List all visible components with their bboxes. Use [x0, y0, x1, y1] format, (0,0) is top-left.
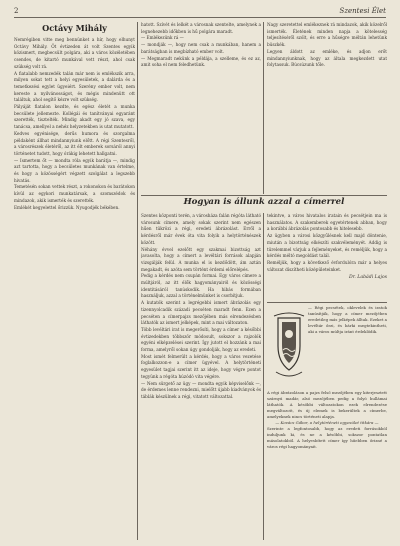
paragraph: A régi ábrázoláson a pajzs felső mezőjében egy kiterjesztett szárnyú madár, alsó mezőjében pedig a folyó hullámai láthatók. A későbbi változatokon ezek elrendezése megváltozott, és új elemek is bekerültek a címerbe, amelyeknek nincs történeti alapja.	[267, 390, 387, 419]
paragraph: — mondják —, hogy nem csak a munkában, hanem a barátságban is megbízható ember volt.	[141, 42, 261, 54]
article-coat-of-arms	[141, 196, 387, 210]
paragraph: Az ügyben a városi közgyűlésnek kell majd döntenie, miután a bizottság elkészíti szakvéleményét. Addig is türelemmel várjuk a fejleményeket, és reméljük, hogy a kérdés méltó megoldást talál.	[267, 233, 387, 259]
paragraph: Temetésén sokan vettek részt, a rokonokon és barátokon kívül az egykori munkatársak, a szomszédok és mindazok, akik ismerték és szerették.	[14, 184, 135, 203]
article-title: Octávy Mihály	[42, 23, 107, 33]
paragraph: Néhány évvel ezelőtt egy szakmai bizottság azt javasolta, hogy a címert a levéltári források alapján vizsgálják felül. A munka el is kezdődött, ám aztán megakadt, és azóta sem történt érdemi előrelépés.	[141, 246, 261, 272]
paragraph: Emlékét kegyelettel őrizzük. Nyugodjék békében.	[14, 204, 120, 210]
paragraph: — Nem sürgető az ügy — mondta egyik képviselőnk —, de érdemes lenne rendezni, mielőtt újabb kiadványok és táblák készülnek a régi, vitatott változattal.	[141, 380, 261, 399]
page-header	[14, 6, 386, 18]
article-column	[141, 213, 261, 540]
continued-column	[267, 22, 387, 194]
paragraph: Reméljük, hogy a következő évfordulóra már a helyes változat díszítheti középületeinket.	[267, 259, 387, 272]
paragraph: Szentes központi terén, a városháza falán régóta látható városunk címere, amely sokak szerint nem egészen hűen tükrözi a régi, eredeti ábrázolást. Erről a kérdésről már évek óta vita folyik a helytörténészek között.	[141, 213, 261, 245]
author-signature: Dr. Labádi Lajos	[349, 275, 387, 281]
paragraph: — Kovács Gábor, a helytörténeti egyesület titkára —	[275, 420, 379, 425]
paragraph: — Emlékezünk rá —	[141, 35, 184, 41]
page-number: 2	[14, 7, 19, 15]
sidebar-text	[308, 305, 387, 389]
paragraph: A kutatók szerint a legrégebbi ismert ábrázolás egy tizennyolcadik századi pecséten maradt fenn. Ezen a pecséten a címerpajzs mezőjében más elrendezésben láthatók az ismert jelképek, mint a mai változaton.	[141, 300, 261, 326]
paragraph: Pedig a kérdés nem csupán formai. Egy város címere a múltjáról, az itt élők hagyományairól és közösségi identitásáról tanúskodik. Ha hibás formában használjuk, azzal a történelmünket is csorbítjuk.	[141, 273, 261, 299]
column-divider	[263, 22, 264, 194]
paragraph: — Megmaradt nekünk a példája, a szelleme, és ez az, amit soha el nem feledhetünk.	[141, 55, 261, 68]
publication-name: Szentesi Élet	[339, 7, 386, 15]
article-column	[267, 213, 387, 301]
column-divider	[263, 213, 264, 540]
paragraph: Pályáját fiatalon kezdte, és egész életét a munka becsülete jellemezte. Kollégái és tanítványai egyaránt szerették, tisztelték. Mindig akadt egy jó szava, egy tanácsa, amellyel a nehéz helyzetekben is utat mutatott.	[14, 104, 135, 130]
article-obituary	[14, 22, 135, 540]
section-divider	[267, 302, 387, 303]
coat-of-arms-ornament-icon	[272, 312, 306, 382]
paragraph: Nagy szeretettel emlékeznek rá mindazok, akik közelről ismerték. Életének minden napja a kötelesség teljesítéséről szólt, és erre a hűségre méltán lehetünk büszkék.	[267, 22, 387, 48]
paragraph: Kedves egyénisége, derűs humora és szorgalma példaként állhat mindannyiunk előtt. A régi Szentesről, a városrészek életéről, az itt élt emberek sorsáról annyi történetet tudott, hogy órákig lehetett hallgatni.	[14, 130, 135, 156]
column-divider	[137, 22, 138, 540]
article-title: Hogyan is állunk azzal a címerrel	[183, 197, 345, 207]
paragraph: hatott. Szívét és lelkét a városnak szentelte, amelynek a legnehezebb időkben is hű polgára maradt.	[141, 22, 261, 34]
paragraph: Több levéltári irat is megerősíti, hogy a címer a későbbi évtizedekben többször módosult, sokszor a rajzolók egyéni elképzelései szerint. Így jutott el hozzánk a mai forma, amelyről sokan úgy gondolják, hogy az eredeti.	[141, 326, 261, 353]
paragraph: A fiatalabb nemzedék talán már nem is emlékszik arra, milyen sokat tett a helyi egyesületek, a dalárda és a temetkezési egylet ügyeiért. Szerény ember volt, nem kereste a nyilvánosságot, és mégis mindenütt ott találtuk, ahol segítő kézre volt szükség.	[14, 70, 135, 103]
paragraph: tekintve, a város hivatalos iratain és pecsétjein ma is használatos. A szakemberek egyetértenek abban, hogy a korábbi ábrázolás pontosabb és hitelesebb.	[267, 213, 387, 232]
paragraph: — Régi pecsétek, oklevelek és iratok tanúsítják, hogy a címer mezőjében eredetileg más jelképek álltak. Ezeket a levéltár őrzi, és bárki megtekintheti, aki a város múltja iránt érdeklődik.	[308, 305, 387, 334]
paragraph: — Ismertem őt — mondta róla egyik barátja —, mindig azt tartotta, hogy a becsületes munkának van értelme, és hogy a közösségért végzett szolgálat a legszebb hivatás.	[14, 157, 135, 183]
paragraph: Szerinte a legfontosabb, hogy az eredeti forrásokból induljunk ki, és ne a későbbi, sokszor pontatlan másolatokból. A helyesbített címer így hűebben őrizné a város régi hagyományait.	[267, 426, 387, 449]
paragraph: Nemrégiben vitte meg bennünket a hír, hogy elhunyt Octávy Mihály. Öt évtizeden át volt Szentes egyik közismert, megbecsült polgára, aki a város közéletében csendes, de kitartó munkával vett részt, ahol csak szükség volt rá.	[14, 37, 135, 69]
sidebar-text	[267, 390, 387, 540]
continued-column	[141, 22, 261, 194]
paragraph: Most ismét felmerült a kérdés, hogy a város vezetése foglalkozzon-e a címer ügyével. A helytörténeti egyesület tagjai szerint itt az ideje, hogy végre pontot tegyünk a régóta húzódó vita végére.	[141, 353, 261, 379]
paragraph: Legyen áldott az emléke, és adjon erőt mindannyiunknak, hogy az általa megkezdett utat folytassuk. Búcsúzunk tőle.	[267, 48, 387, 68]
